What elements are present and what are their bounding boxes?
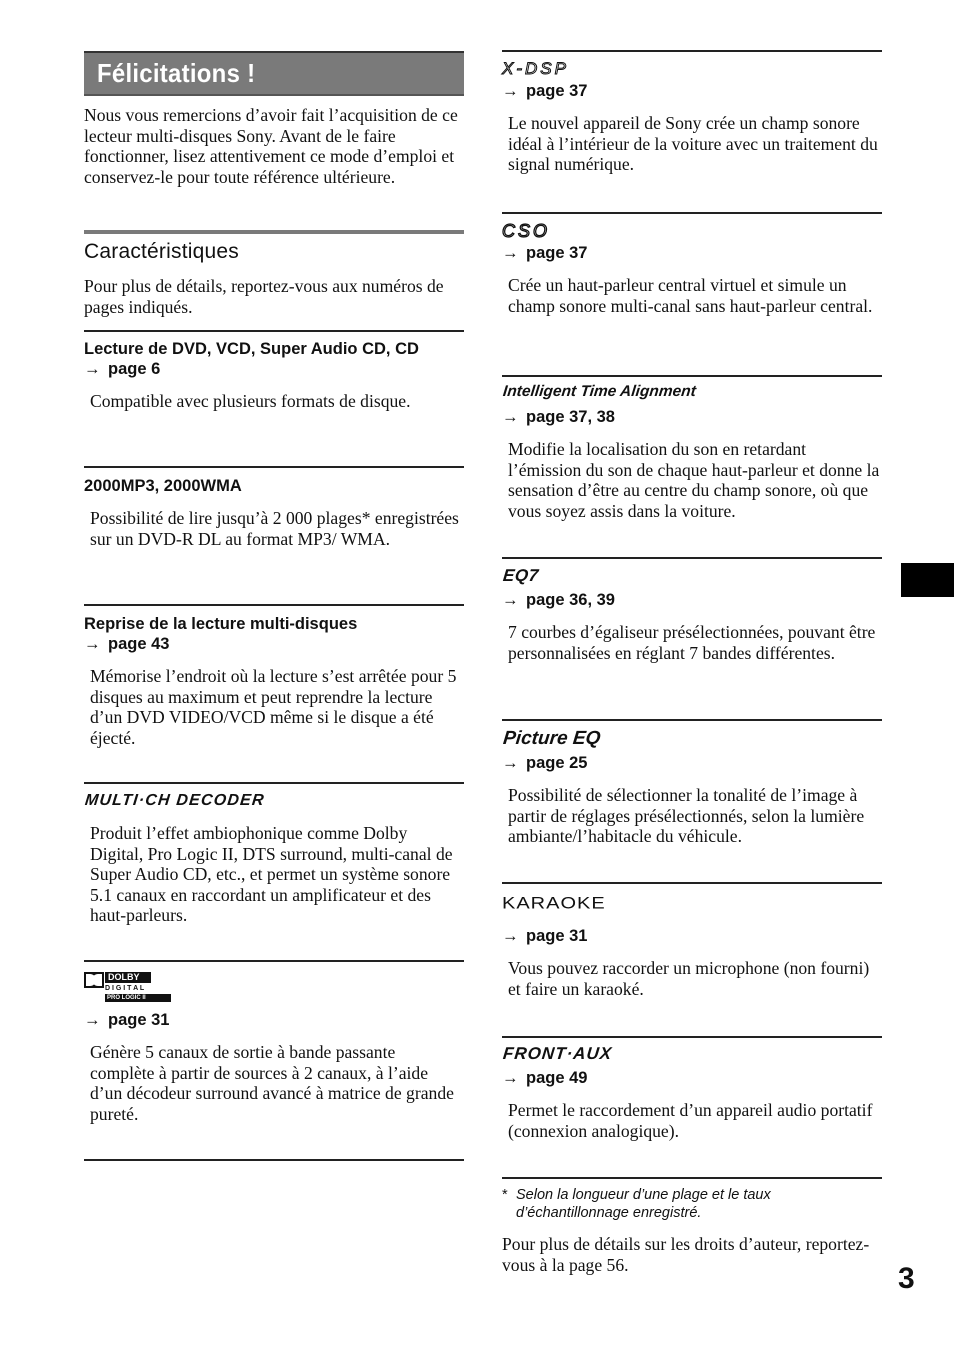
feature-dolby-pro-logic — [84, 972, 464, 1124]
feature-text: Mémorise l’endroit où la lecture s’est arrêtée pour 5 disques au maximum et peut reprendre la lecture d’un DVD VIDEO/VCD même si le disque a été éjecté. — [90, 666, 457, 748]
feature-cso — [502, 221, 882, 316]
page-reference: → page 36, 39 — [502, 591, 615, 609]
divider — [502, 557, 882, 559]
page-reference: → page 31 — [502, 927, 588, 945]
page-reference: → page 43 — [84, 635, 170, 653]
arrow-icon: → — [502, 244, 519, 262]
intro-paragraph: Nous vous remercions d’avoir fait l’acquisition de ce lecteur multi-disques Sony. Avant de le faire fonctionner, lisez attentivement ce mode d’emploi et conservez-le pour toute référence ultérieure. — [84, 105, 458, 187]
picture-eq-logo: Picture EQ — [502, 728, 602, 749]
arrow-icon: → — [502, 82, 519, 100]
dolby-double-d-icon — [84, 972, 104, 988]
divider — [502, 212, 882, 214]
divider — [84, 604, 464, 606]
section-rule — [84, 230, 464, 234]
copyright-note: Pour plus de détails sur les droits d’auteur, reportez-vous à la page 56. — [502, 1234, 870, 1275]
divider — [502, 1036, 882, 1038]
page-reference: → page 25 — [502, 754, 588, 772]
divider — [84, 782, 464, 784]
dolby-digital-label: D I G I T A L — [105, 985, 145, 992]
page-title: Félicitations ! — [97, 58, 256, 88]
feature-picture-eq — [502, 728, 882, 847]
page-reference: → page 6 — [84, 360, 161, 378]
footnote-text: Selon la longueur d’une plage et le taux d’échantillonnage enregistré. — [516, 1187, 771, 1221]
feature-text: Crée un haut-parleur central virtuel et simule un champ sonore multi-canal sans haut-parleur central. — [508, 275, 873, 316]
title-bar — [84, 51, 464, 96]
cso-logo: CSO — [502, 221, 551, 241]
page-reference: → page 37, 38 — [502, 408, 615, 426]
divider — [502, 50, 882, 52]
divider — [84, 466, 464, 468]
arrow-icon: → — [502, 408, 519, 426]
arrow-icon: → — [84, 1011, 101, 1029]
divider — [84, 330, 464, 332]
arrow-icon: → — [84, 360, 101, 378]
feature-front-aux — [502, 1044, 882, 1141]
divider — [502, 719, 882, 721]
eq7-logo: EQ7 — [502, 566, 540, 585]
feature-text: Possibilité de lire jusqu’à 2 000 plages* enregistrées sur un DVD-R DL au format MP3/ WMA. — [90, 508, 459, 549]
feature-text: Compatible avec plusieurs formats de disque. — [90, 391, 411, 411]
pro-logic-label: PRO LOGIC II — [105, 994, 171, 1002]
arrow-icon: → — [502, 927, 519, 945]
arrow-icon: → — [84, 635, 101, 653]
page-reference: → page 31 — [84, 1011, 170, 1029]
page-reference: → page 37 — [502, 244, 588, 262]
features-heading: Caractéristiques — [84, 240, 239, 263]
arrow-icon: → — [502, 1069, 519, 1087]
x-dsp-logo: X-DSP — [502, 59, 569, 78]
divider — [84, 960, 464, 962]
karaoke-logo: KARAOKE — [502, 894, 606, 913]
feature-heading: Lecture de DVD, VCD, Super Audio CD, CD — [84, 340, 419, 358]
feature-text: Génère 5 canaux de sortie à bande passante complète à partir de sources à 2 canaux, à l’aide d’un décodeur surround avancé à matrice de grande pureté. — [90, 1042, 454, 1124]
arrow-icon: → — [502, 754, 519, 772]
divider — [502, 1177, 882, 1179]
feature-eq7 — [502, 566, 882, 663]
feature-mp3-wma — [84, 476, 464, 549]
footnote-mark: * — [502, 1187, 508, 1203]
feature-text: Produit l’effet ambiophonique comme Dolby Digital, Pro Logic II, DTS surround, multi-canal de Super Audio CD, etc., et permet un système sonore 5.1 canaux en raccordant un amplificateur et des haut-parleurs. — [90, 823, 453, 925]
multi-ch-decoder-logo: MULTI·CH DECODER — [84, 792, 266, 809]
feature-x-dsp — [502, 59, 882, 175]
dolby-logo — [84, 972, 464, 1006]
feature-text: 7 courbes d’égaliseur présélectionnées, pouvant être personnalisées en réglant 7 bandes différentes. — [508, 622, 876, 663]
feature-multi-disc-resume — [84, 614, 464, 748]
feature-intelligent-time-alignment — [502, 383, 882, 521]
feature-heading: 2000MP3, 2000WMA — [84, 477, 242, 495]
divider — [84, 1159, 464, 1161]
dolby-wordmark: DOLBY — [105, 972, 151, 983]
feature-dvd — [84, 339, 464, 412]
feature-text: Le nouvel appareil de Sony crée un champ sonore idéal à l’intérieur de la voiture avec un traitement du signal numérique. — [508, 113, 878, 174]
page-reference: → page 37 — [502, 82, 588, 100]
front-aux-logo: FRONT·AUX — [502, 1044, 614, 1063]
intelligent-time-alignment-logo: Intelligent Time Alignment — [502, 383, 697, 400]
feature-text: Modifie la localisation du son en retardant l’émission du son de chaque haut-parleur et donne la sensation d’être au centre du champ sonore, où que vous soyez assis dans la voiture. — [508, 439, 880, 521]
feature-multi-ch-decoder — [84, 792, 464, 926]
arrow-icon: → — [502, 591, 519, 609]
feature-text: Permet le raccordement d’un appareil audio portatif (connexion analogique). — [508, 1100, 873, 1141]
footnote — [502, 1186, 882, 1222]
section-tab — [901, 563, 954, 597]
feature-text: Vous pouvez raccorder un microphone (non fourni) et faire un karaoké. — [508, 958, 870, 999]
page-reference: → page 49 — [502, 1069, 588, 1087]
feature-karaoke — [502, 894, 882, 999]
feature-heading: Reprise de la lecture multi-disques — [84, 615, 358, 633]
divider — [502, 882, 882, 884]
page-number: 3 — [898, 1262, 915, 1295]
features-intro: Pour plus de détails, reportez-vous aux numéros de pages indiqués. — [84, 276, 444, 317]
divider — [502, 375, 882, 377]
feature-text: Possibilité de sélectionner la tonalité de l’image à partir de réglages présélectionnés, selon la lumière ambiante/l’habitacle du véhicule. — [508, 785, 865, 846]
